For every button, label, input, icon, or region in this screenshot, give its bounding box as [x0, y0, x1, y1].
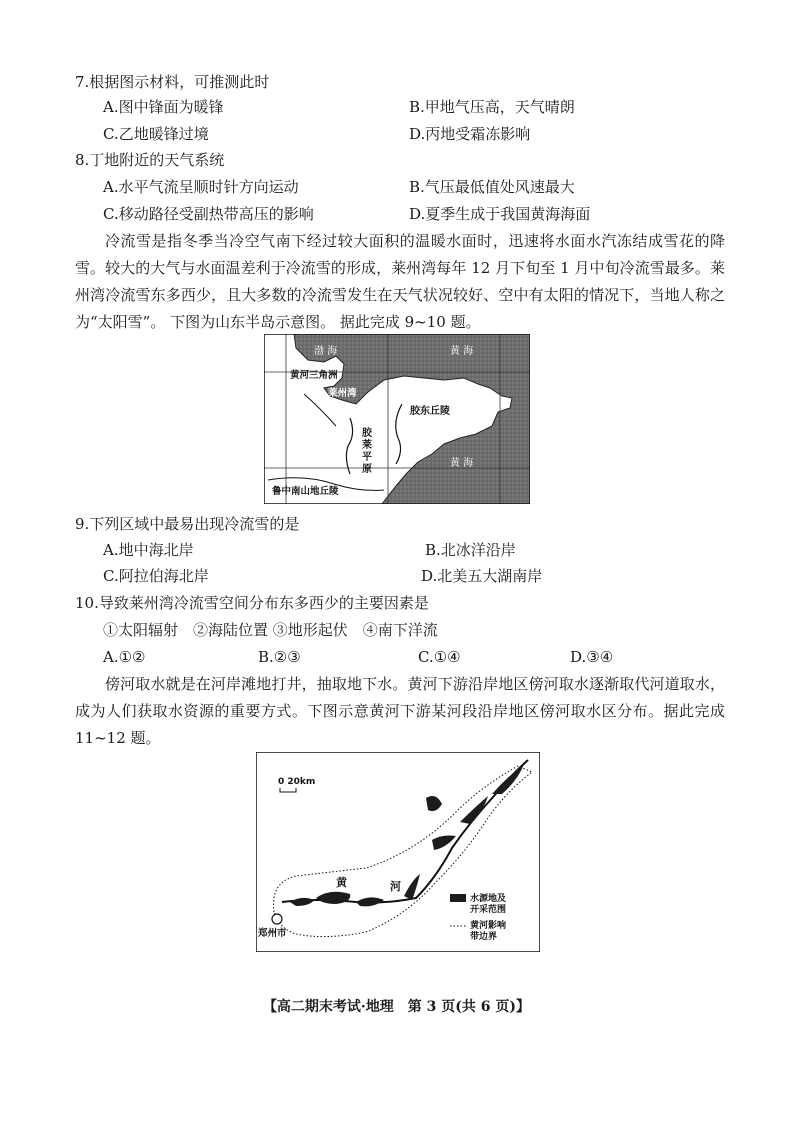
river-char-huang: 黄	[336, 876, 347, 889]
zhengzhou-label: 郑州市	[258, 928, 287, 939]
legend-water-line1: 水源地及	[470, 894, 507, 904]
jiaolai-char-2: 莱	[362, 440, 372, 451]
legend-boundary-line2: 带边界	[470, 932, 498, 942]
q10-option-d: D.③④	[570, 648, 614, 666]
passage2-text: 傍河取水就是在河岸滩地打井，抽取地下水。黄河下游沿岸地区傍河取水逐渐取代河道取水，成为人们获取水资源的重要方式。下图示意黄河下游某河段沿岸地区傍河取水区分布。据此完成 11~12 题。	[75, 675, 725, 747]
q10-stem: 10.导致莱州湾冷流雪空间分布东多西少的主要因素是	[75, 594, 429, 612]
legend-water-swatch	[450, 894, 466, 902]
q10-factors: ①太阳辐射 ②海陆位置 ③地形起伏 ④南下洋流	[103, 621, 438, 639]
q9-option-b: B.北冰洋沿岸	[425, 541, 516, 559]
legend-water-line2: 开采范围	[470, 905, 507, 915]
q9-stem: 9.下列区域中最易出现冷流雪的是	[75, 515, 300, 533]
jiaolai-char-1: 胶	[362, 428, 372, 439]
passage-cold-flow-snow	[75, 228, 725, 336]
shandong-peninsula-map	[264, 334, 530, 504]
q7-option-a: A.图中锋面为暖锋	[103, 98, 224, 116]
scale-label: 0 20km	[278, 777, 316, 787]
page-footer: 【高二期末考试·地理 第 3 页(共 6 页)】	[262, 999, 531, 1015]
q9-option-a: A.地中海北岸	[103, 541, 194, 559]
legend-boundary-line1: 黄河影响	[470, 921, 507, 931]
huanghai-north-label: 黄 海	[450, 346, 474, 357]
laizhou-bay-label: 莱州湾	[328, 388, 357, 399]
q10-option-b: B.②③	[258, 648, 301, 666]
river-char-he: 河	[390, 880, 401, 893]
bohai-label: 渤 海	[314, 346, 338, 357]
passage-riverside-water	[75, 671, 725, 752]
q8-option-c: C.移动路径受副热带高压的影响	[103, 205, 314, 223]
q9-option-d: D.北美五大湖南岸	[421, 567, 543, 585]
q7-option-d: D.丙地受霜冻影响	[409, 125, 531, 143]
luzhong-hills-label: 鲁中南山地丘陵	[272, 486, 339, 497]
yellow-river-delta-label: 黄河三角洲	[290, 370, 338, 381]
q8-option-b: B.气压最低值处风速最大	[409, 178, 575, 196]
q7-option-c: C.乙地暖锋过境	[103, 125, 209, 143]
zhengzhou-city-marker	[272, 914, 282, 924]
q8-option-a: A.水平气流呈顺时针方向运动	[103, 178, 299, 196]
q7-stem: 7.根据图示材料，可推测此时	[75, 73, 270, 91]
jiaodong-hills-label: 胶东丘陵	[410, 406, 450, 417]
q7-option-b: B.甲地气压高，天气晴朗	[409, 98, 575, 116]
q8-stem: 8.丁地附近的天气系统	[75, 151, 225, 169]
q9-option-c: C.阿拉伯海北岸	[103, 567, 209, 585]
jiaolai-char-3: 平	[362, 452, 372, 463]
q10-option-c: C.①④	[418, 648, 461, 666]
passage1-text: 冷流雪是指冬季当冷空气南下经过较大面积的温暖水面时，迅速将水面水汽冻结成雪花的降雪。较大的大气与水面温差利于冷流雪的形成，莱州湾每年 12 月下旬至 1 月中旬冷流雪最多。莱州湾冷流雪东多西少，且大多数的冷流雪发生在天气状况较好、空中有太阳的情况下，当地人称之为“太阳雪”。 下图为山东半岛示意图。 据此完成 9~10 题。	[75, 232, 725, 331]
huanghai-south-label: 黄 海	[450, 458, 474, 469]
jiaolai-char-4: 原	[362, 464, 372, 475]
q10-option-a: A.①②	[103, 648, 146, 666]
yellow-river-water-source-map	[256, 752, 540, 952]
q8-option-d: D.夏季生成于我国黄海海面	[409, 205, 591, 223]
